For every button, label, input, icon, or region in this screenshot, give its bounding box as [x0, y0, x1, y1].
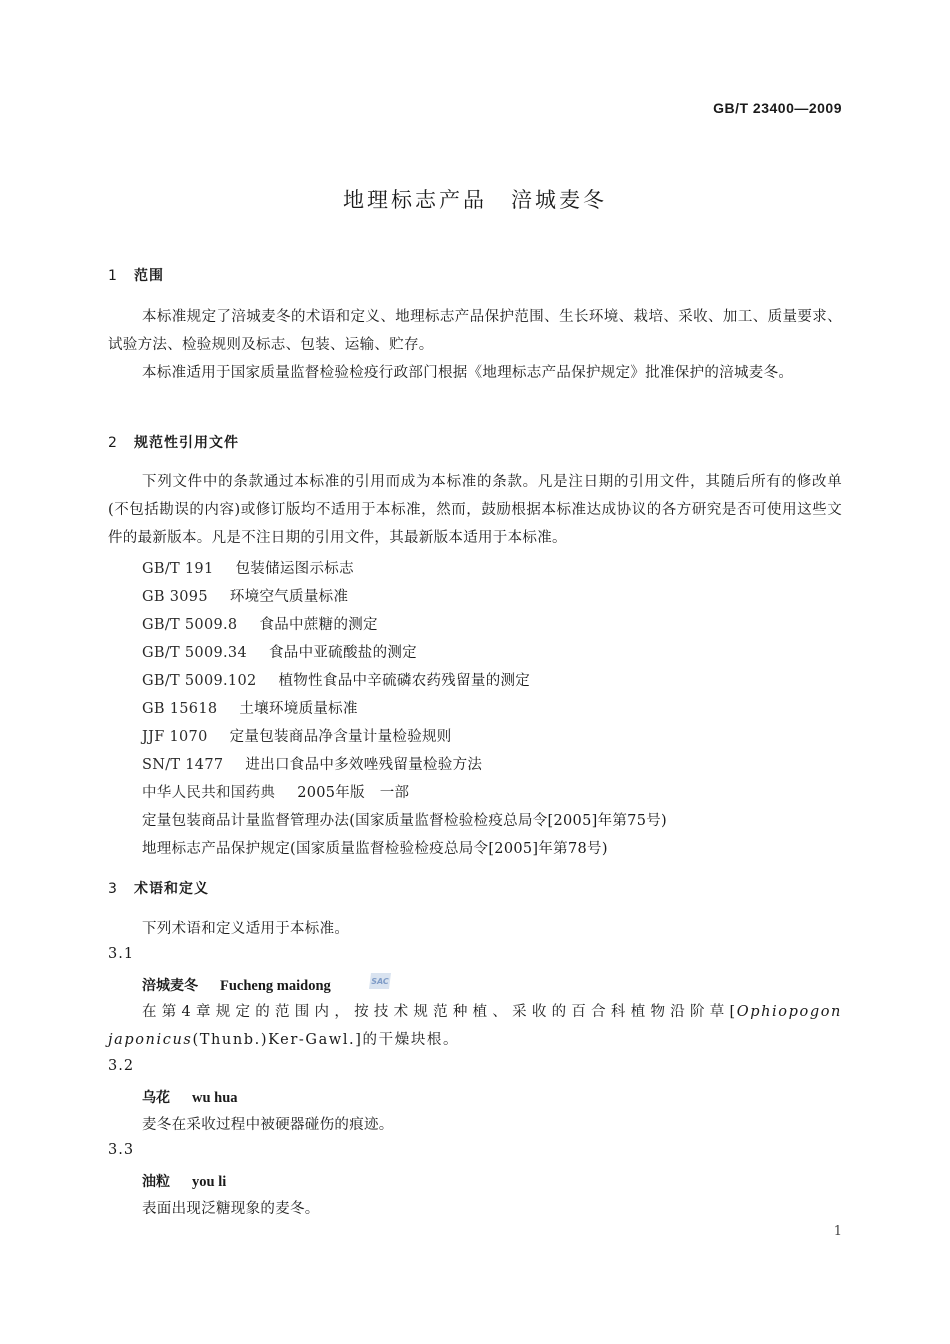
- term-english: you li: [192, 1174, 227, 1190]
- section-1-paragraph-2: 本标准适用于国家质量监督检验检疫行政部门根据《地理标志产品保护规定》批准保护的涪城麦冬。: [142, 365, 794, 381]
- section-number: 1: [108, 268, 118, 284]
- reference-title: 进出口食品中多效唑残留量检验方法: [245, 757, 483, 773]
- reference-code: SN/T 1477: [142, 757, 224, 773]
- watermark-text: SAC: [371, 977, 389, 986]
- section-1-paragraph-1: 本标准规定了涪城麦冬的术语和定义、地理标志产品保护范围、生长环境、栽培、采收、加工、质量要求、试验方法、检验规则及标志、包装、运输、贮存。: [108, 309, 842, 353]
- section-number: 3: [108, 881, 118, 897]
- reference-item: [142, 669, 530, 690]
- section-title: 规范性引用文件: [134, 435, 239, 451]
- reference-title: 定量包装商品净含量计量检验规则: [229, 729, 452, 745]
- reference-code: GB 3095: [142, 589, 208, 605]
- reference-code: GB/T 5009.102: [142, 673, 257, 689]
- term-definition: 表面出现泛糖现象的麦冬。: [142, 1201, 320, 1217]
- reference-code: GB/T 191: [142, 561, 214, 577]
- term-chinese: 涪城麦冬: [142, 978, 198, 994]
- term-number: 3.2: [108, 1058, 135, 1074]
- section-1-heading: [108, 265, 164, 285]
- definition-text: 在第4章规定的范围内，按技术规范种植、采收的百合科植物沿阶草[: [142, 1004, 737, 1020]
- term-chinese: 乌花: [142, 1090, 170, 1106]
- reference-code: JJF 1070: [142, 729, 208, 745]
- reference-title: 2005年版 一部: [297, 785, 410, 801]
- term-number: 3.3: [108, 1142, 135, 1158]
- reference-item: [142, 557, 354, 578]
- term-heading: [142, 1087, 238, 1107]
- reference-item: [142, 641, 417, 662]
- reference-title: 包装储运图示标志: [235, 561, 354, 577]
- latin-name: Ophiopogon japonicus: [108, 1004, 842, 1048]
- term-chinese: 油粒: [142, 1174, 170, 1190]
- section-title: 范围: [134, 268, 164, 284]
- reference-item: [142, 585, 348, 606]
- reference-code: 中华人民共和国药典: [142, 785, 276, 801]
- reference-title: 食品中亚硫酸盐的测定: [268, 645, 417, 661]
- definition-text: (Thunb.)Ker-Gawl.]的干燥块根。: [192, 1032, 460, 1048]
- reference-title: 土壤环境质量标准: [239, 701, 358, 717]
- term-number: 3.1: [108, 946, 135, 962]
- reference-title: 植物性食品中辛硫磷农药残留量的测定: [278, 673, 531, 689]
- page-number: 1: [833, 1224, 842, 1239]
- document-title: 地理标志产品 涪城麦冬: [343, 188, 607, 212]
- section-3-intro: 下列术语和定义适用于本标准。: [142, 921, 350, 937]
- reference-code: GB/T 5009.8: [142, 617, 238, 633]
- term-definition: 麦冬在采收过程中被硬器碰伤的痕迹。: [142, 1117, 394, 1133]
- reference-item: [142, 781, 409, 802]
- reference-item-regulation: 地理标志产品保护规定(国家质量监督检验检疫总局令[2005]年第78号): [142, 841, 608, 857]
- reference-title: 环境空气质量标准: [229, 589, 349, 605]
- section-3-heading: [108, 878, 209, 898]
- section-number: 2: [108, 435, 118, 451]
- reference-code: GB/T 5009.34: [142, 645, 247, 661]
- sac-watermark-icon: [368, 971, 394, 991]
- section-2-paragraph: 下列文件中的条款通过本标准的引用而成为本标准的条款。凡是注日期的引用文件，其随后所有的修改单(不包括勘误的内容)或修订版均不适用于本标准，然而，鼓励根据本标准达成协议的各方研究是否可使用这些文件的最新版本。凡是不注日期的引用文件，其最新版本适用于本标准。: [108, 474, 842, 546]
- reference-item: [142, 725, 452, 746]
- standard-code: GB/T 23400—2009: [713, 100, 842, 116]
- reference-item: [142, 697, 358, 718]
- reference-item: [142, 613, 378, 634]
- section-2-heading: [108, 432, 239, 452]
- term-english: Fucheng maidong: [220, 978, 331, 994]
- reference-title: 食品中蔗糖的测定: [259, 617, 378, 633]
- term-english: wu hua: [192, 1090, 238, 1106]
- reference-item-regulation: 定量包装商品计量监督管理办法(国家质量监督检验检疫总局令[2005]年第75号): [142, 813, 667, 829]
- reference-item: [142, 753, 482, 774]
- term-definition: [108, 998, 842, 1054]
- term-heading: [142, 975, 331, 995]
- term-heading: [142, 1171, 226, 1191]
- section-title: 术语和定义: [134, 881, 209, 897]
- reference-code: GB 15618: [142, 701, 218, 717]
